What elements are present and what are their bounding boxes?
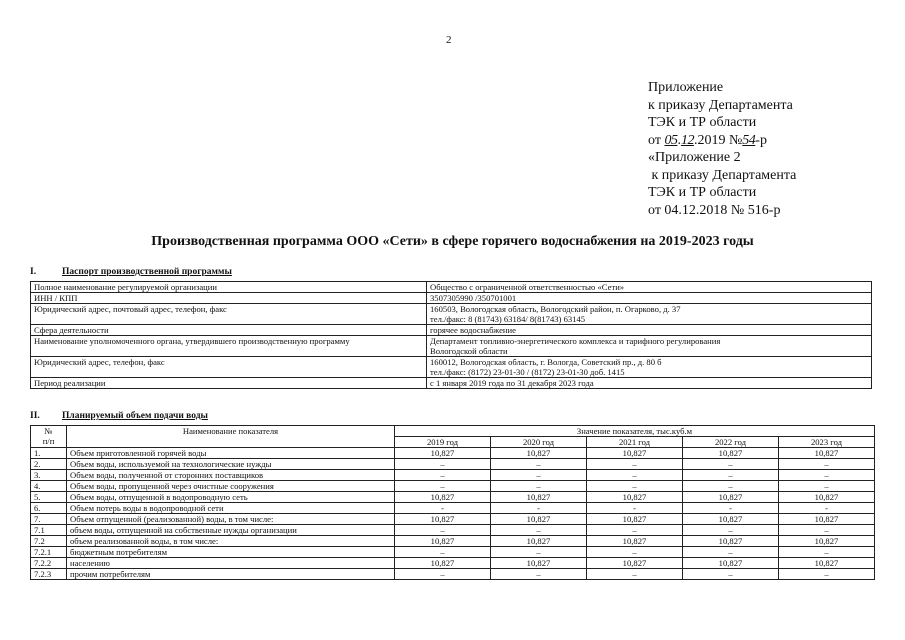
header-line-6: к приказу Департамента — [648, 167, 797, 183]
row-name: Объем приготовленной горячей воды — [67, 448, 395, 459]
passport-row — [31, 282, 872, 293]
row-value: 10,827 — [491, 492, 587, 503]
row-value: – — [491, 569, 587, 580]
row-value: – — [587, 470, 683, 481]
header-num-cell — [31, 426, 67, 448]
row-number: 7.2.1 — [31, 547, 67, 558]
passport-value-line-1: 3507305990 /350701001 — [430, 293, 517, 303]
row-value: – — [587, 569, 683, 580]
row-number: 4. — [31, 481, 67, 492]
handwritten-order-number: 54 — [742, 132, 756, 148]
row-name: объем воды, отпущенной на собственные нужды организации — [67, 525, 395, 536]
section-1-title: Паспорт производственной программы — [62, 267, 232, 277]
passport-value-line-1: 160503, Вологодская область, Вологодский район, п. Огарково, д. 37 — [430, 304, 681, 314]
handwritten-day: 05 — [664, 132, 678, 148]
passport-label: ИНН / КПП — [31, 293, 427, 304]
passport-value-line-1: 160012, Вологодская область, г. Вологда, Советский пр., д. 80 б — [430, 357, 662, 367]
year-header: 2022 год — [683, 437, 779, 448]
row-value: 10,827 — [491, 514, 587, 525]
row-value: – — [587, 547, 683, 558]
row-value: – — [683, 569, 779, 580]
row-value: – — [395, 459, 491, 470]
row-value: 10,827 — [395, 558, 491, 569]
header-line-2: к приказу Департамента — [648, 97, 793, 113]
row-number: 2. — [31, 459, 67, 470]
table-row — [31, 536, 875, 547]
order-year-number-label: .2019 № — [693, 132, 743, 148]
water-volume-table — [30, 425, 875, 580]
handwritten-month: 12 — [680, 132, 694, 148]
row-value: – — [491, 459, 587, 470]
table-row — [31, 492, 875, 503]
row-name: бюджетным потребителям — [67, 547, 395, 558]
passport-table — [30, 281, 872, 389]
passport-row — [31, 336, 872, 357]
row-value: 10,827 — [779, 514, 875, 525]
row-name: Объем воды, полученной от сторонних поставщиков — [67, 470, 395, 481]
row-number: 6. — [31, 503, 67, 514]
row-number: 7. — [31, 514, 67, 525]
row-value: – — [779, 547, 875, 558]
passport-value-line-1: Департамент топливно-энергетического комплекса и тарифного регулирования — [430, 336, 721, 346]
row-value: - — [395, 503, 491, 514]
row-value: – — [683, 525, 779, 536]
passport-value — [427, 282, 872, 293]
row-value: 10,827 — [587, 514, 683, 525]
passport-label: Наименование уполномоченного органа, утвердившего производственную программу — [31, 336, 427, 357]
table-row — [31, 514, 875, 525]
row-value: – — [587, 525, 683, 536]
header-line-1: Приложение — [648, 80, 724, 95]
row-value: – — [491, 470, 587, 481]
passport-row — [31, 378, 872, 389]
row-value: – — [395, 569, 491, 580]
section-2-number: II. — [30, 411, 40, 421]
row-value: 10,827 — [587, 536, 683, 547]
passport-value — [427, 304, 872, 325]
header-line-8: от 04.12.2018 № 516-р — [648, 202, 781, 218]
table-row — [31, 503, 875, 514]
section-1-number: I. — [30, 267, 37, 277]
row-value: – — [587, 459, 683, 470]
table-row — [31, 547, 875, 558]
row-value: – — [683, 547, 779, 558]
date-dot: . — [677, 132, 681, 148]
row-value: - — [491, 503, 587, 514]
row-value: 10,827 — [587, 558, 683, 569]
header-num: № — [44, 426, 53, 436]
row-value: – — [779, 525, 875, 536]
page-number: 2 — [446, 34, 452, 46]
row-value: – — [395, 525, 491, 536]
row-name: Объем воды, используемой на технологические нужды — [67, 459, 395, 470]
row-value: - — [587, 503, 683, 514]
year-header: 2023 год — [779, 437, 875, 448]
passport-row — [31, 293, 872, 304]
passport-value — [427, 357, 872, 378]
header-name: Наименование показателя — [67, 426, 395, 448]
passport-value — [427, 378, 872, 389]
row-value: – — [491, 525, 587, 536]
passport-value-line-2: тел./факс: (8172) 23-01-30 / (8172) 23-01-30 доб. 1415 — [430, 367, 625, 377]
section-2-title: Планируемый объем подачи воды — [62, 411, 208, 421]
row-value: 10,827 — [491, 536, 587, 547]
passport-row — [31, 357, 872, 378]
row-number: 5. — [31, 492, 67, 503]
row-name: Объем воды, пропущенной через очистные сооружения — [67, 481, 395, 492]
row-number: 3. — [31, 470, 67, 481]
section-2-heading — [30, 411, 208, 421]
row-value: – — [683, 459, 779, 470]
row-value: 10,827 — [395, 514, 491, 525]
row-number: 7.2.2 — [31, 558, 67, 569]
row-name: Объем отпущенной (реализованной) воды, в том числе: — [67, 514, 395, 525]
passport-row — [31, 325, 872, 336]
row-value: 10,827 — [779, 558, 875, 569]
table-row — [31, 558, 875, 569]
header-line-5: «Приложение 2 — [648, 150, 741, 165]
row-value: 10,827 — [491, 558, 587, 569]
section-1-heading — [30, 267, 232, 277]
passport-label: Юридический адрес, почтовый адрес, телефон, факс — [31, 304, 427, 325]
table-row — [31, 459, 875, 470]
row-value: 10,827 — [395, 448, 491, 459]
row-value: 10,827 — [491, 448, 587, 459]
passport-value — [427, 336, 872, 357]
passport-label: Сфера деятельности — [31, 325, 427, 336]
row-value: 10,827 — [779, 448, 875, 459]
row-value: 10,827 — [779, 536, 875, 547]
table-row — [31, 481, 875, 492]
row-name: населению — [67, 558, 395, 569]
row-value: – — [491, 547, 587, 558]
row-value: – — [395, 481, 491, 492]
year-header: 2021 год — [587, 437, 683, 448]
passport-label: Юридический адрес, телефон, факс — [31, 357, 427, 378]
row-value: 10,827 — [395, 492, 491, 503]
table-row — [31, 569, 875, 580]
header-line-7: ТЭК и ТР области — [648, 185, 757, 200]
row-value: – — [395, 547, 491, 558]
passport-value — [427, 325, 872, 336]
passport-label: Период реализации — [31, 378, 427, 389]
row-value: 10,827 — [683, 448, 779, 459]
passport-label: Полное наименование регулируемой организации — [31, 282, 427, 293]
row-name: Объем воды, отпущенной в водопроводную сеть — [67, 492, 395, 503]
row-value: – — [779, 459, 875, 470]
row-value: - — [779, 503, 875, 514]
row-number: 1. — [31, 448, 67, 459]
order-date-prefix: от — [648, 132, 665, 148]
passport-value-line-1: Общество с ограниченной ответственностью «Сети» — [430, 282, 625, 292]
row-number: 7.1 — [31, 525, 67, 536]
row-value: – — [683, 470, 779, 481]
row-name: объем реализованной воды, в том числе: — [67, 536, 395, 547]
row-value: – — [491, 481, 587, 492]
header-line-3: ТЭК и ТР области — [648, 115, 757, 130]
passport-value-line-2: Вологодской области — [430, 346, 508, 356]
table-row — [31, 470, 875, 481]
row-value: – — [395, 470, 491, 481]
order-suffix: -р — [755, 132, 767, 148]
row-value: 10,827 — [395, 536, 491, 547]
row-value: – — [779, 481, 875, 492]
document-title: Производственная программа ООО «Сети» в сфере горячего водоснабжения на 2019-2023 годы — [151, 234, 754, 249]
table-row — [31, 525, 875, 536]
row-value: 10,827 — [683, 492, 779, 503]
row-value: 10,827 — [683, 536, 779, 547]
passport-value — [427, 293, 872, 304]
year-header: 2019 год — [395, 437, 491, 448]
row-number: 7.2.3 — [31, 569, 67, 580]
header-value: Значение показателя, тыс.куб.м — [395, 426, 875, 437]
row-value: – — [779, 470, 875, 481]
passport-row — [31, 304, 872, 325]
row-value: 10,827 — [779, 492, 875, 503]
row-value: – — [683, 481, 779, 492]
passport-value-line-1: горячее водоснабжение — [430, 325, 516, 335]
header-line-4 — [648, 132, 796, 150]
row-value: 10,827 — [683, 514, 779, 525]
year-header: 2020 год — [491, 437, 587, 448]
row-value: – — [587, 481, 683, 492]
row-number: 7.2 — [31, 536, 67, 547]
row-value: 10,827 — [587, 448, 683, 459]
passport-value-line-2: тел./факс: 8 (81743) 63184/ 8(81743) 63145 — [430, 314, 586, 324]
header-num-2: п/п — [42, 436, 55, 446]
row-value: 10,827 — [683, 558, 779, 569]
table-row — [31, 448, 875, 459]
row-value: - — [683, 503, 779, 514]
passport-value-line-1: с 1 января 2019 года по 31 декабря 2023 года — [430, 378, 594, 388]
row-value: 10,827 — [587, 492, 683, 503]
row-name: Объем потерь воды в водопроводной сети — [67, 503, 395, 514]
appendix-header — [648, 79, 796, 219]
row-name: прочим потребителям — [67, 569, 395, 580]
row-value: – — [779, 569, 875, 580]
